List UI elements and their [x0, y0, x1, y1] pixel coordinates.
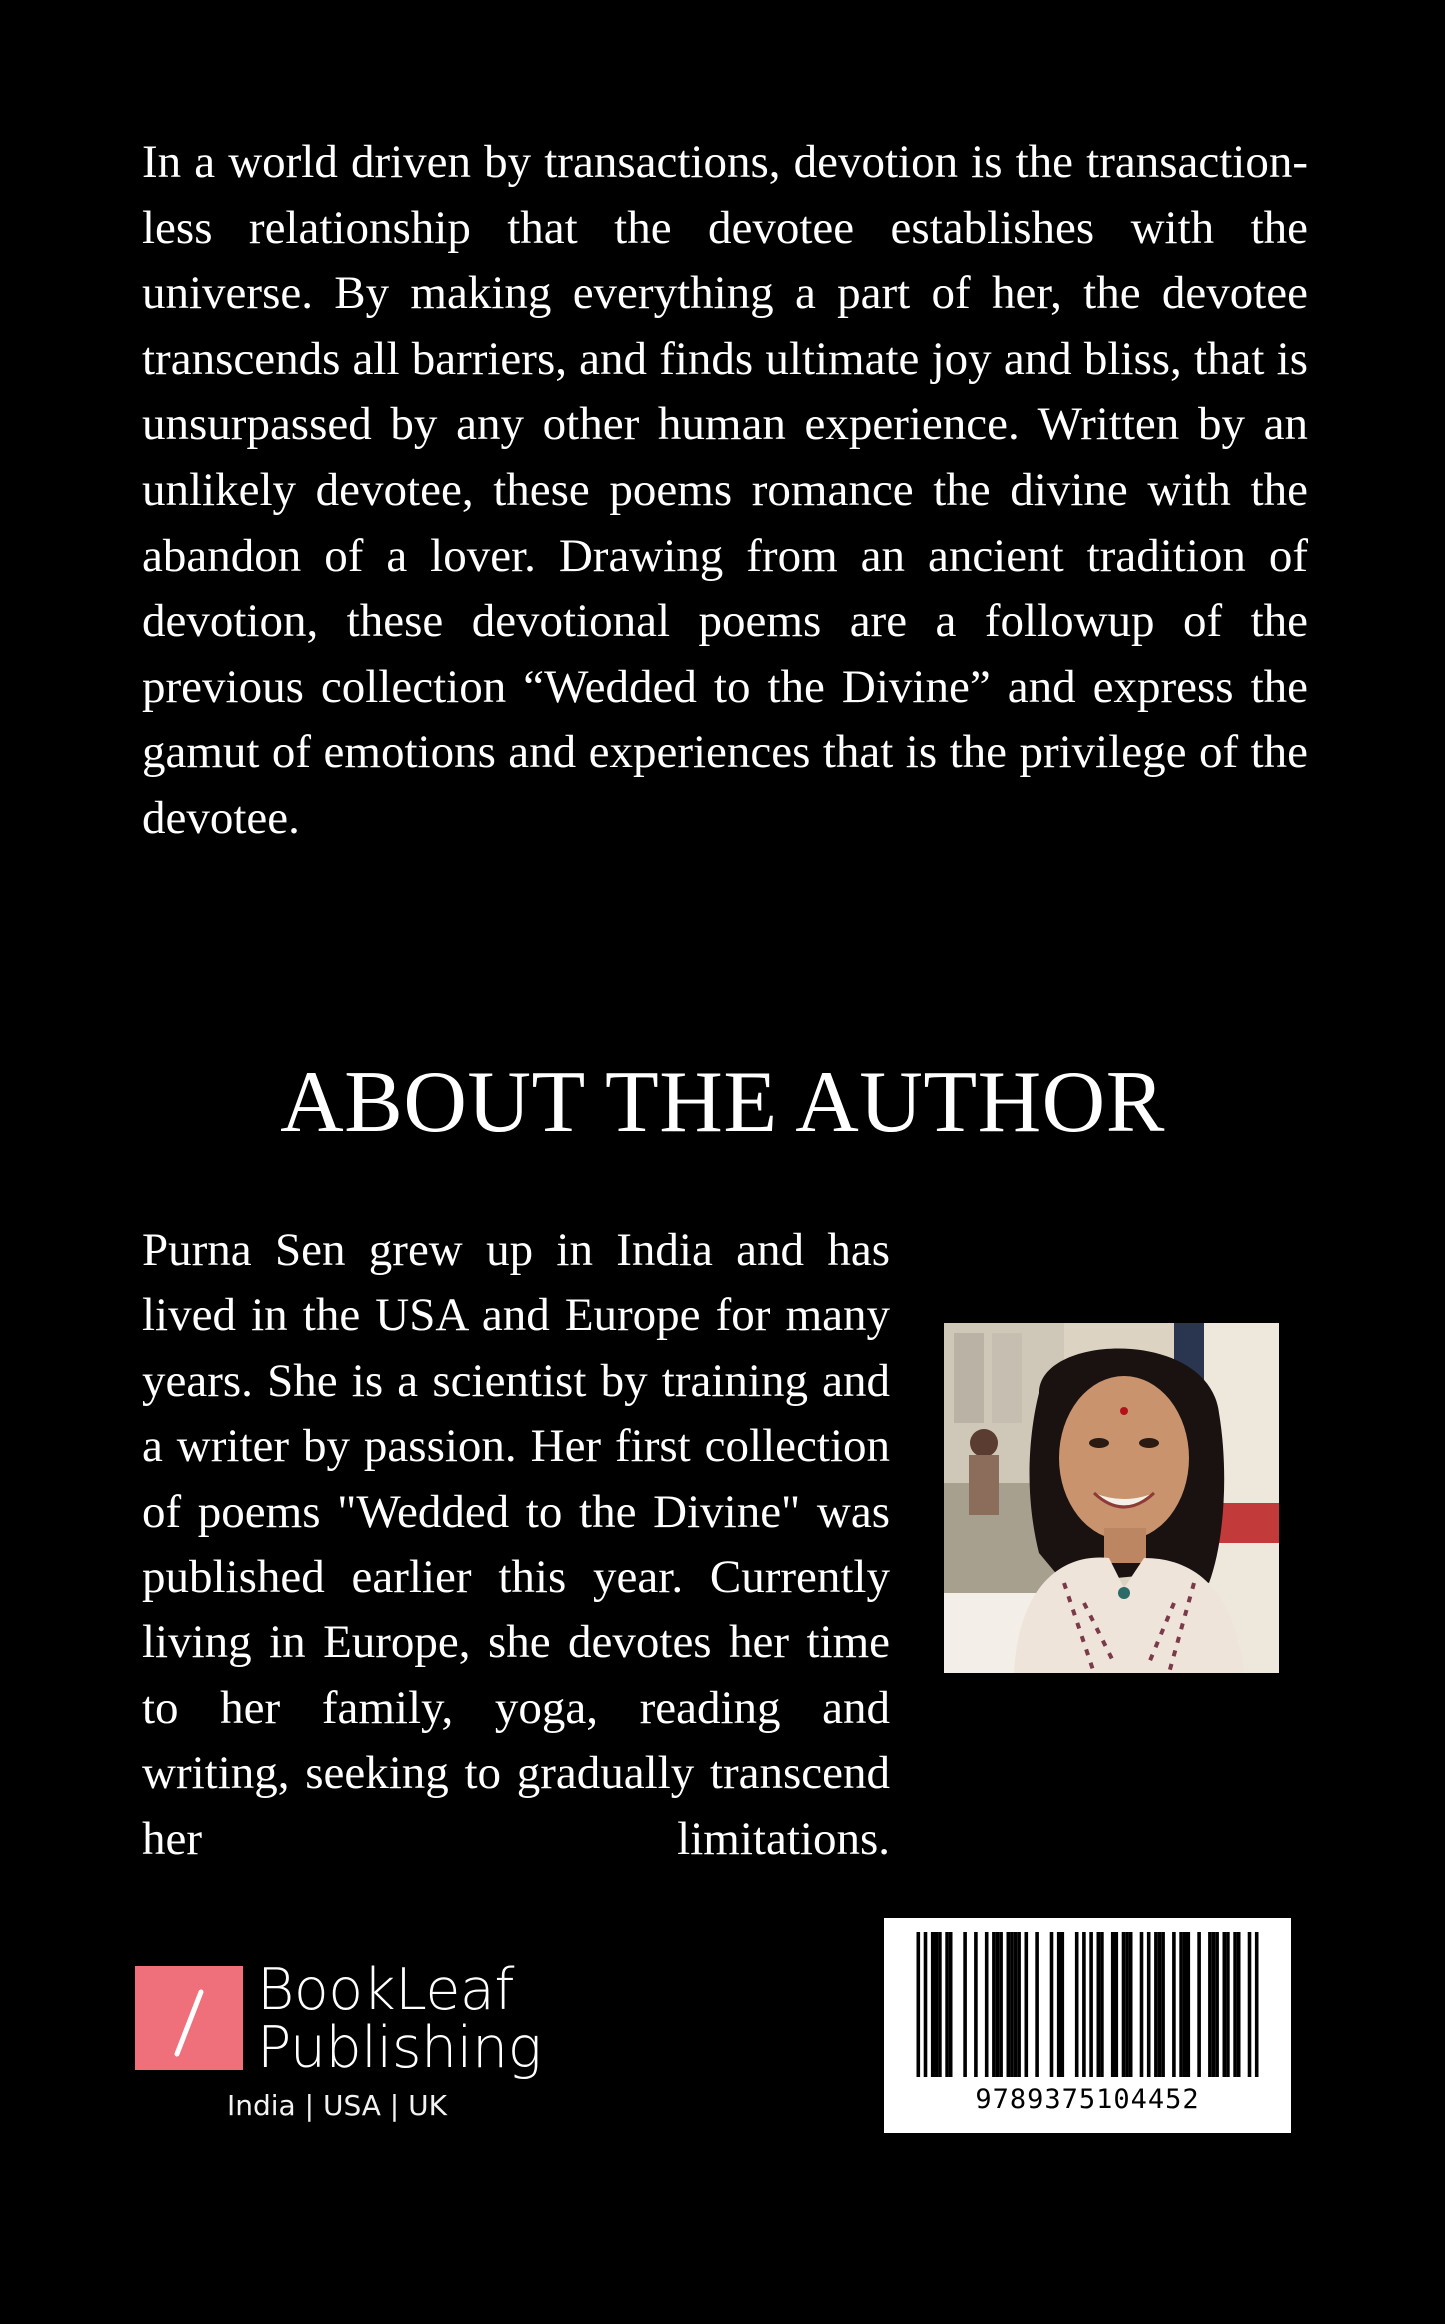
- barcode-bar: [931, 1932, 935, 2077]
- barcode-bar: [1187, 1932, 1191, 2077]
- publisher-logo-mark: [135, 1966, 243, 2070]
- barcode-bar: [1129, 1932, 1133, 2077]
- barcode-bar: [924, 1932, 928, 2077]
- isbn-barcode: [884, 1918, 1291, 2133]
- barcode-bar: [1223, 1932, 1227, 2077]
- author-photo: [944, 1323, 1279, 1673]
- barcode-bar: [1161, 1932, 1165, 2077]
- barcode-bar: [1122, 1932, 1126, 2077]
- barcode-bar: [1172, 1932, 1176, 2077]
- barcode-bar: [917, 1932, 921, 2077]
- barcode-bar: [1050, 1932, 1054, 2077]
- barcode-bar: [963, 1932, 967, 2077]
- barcode-bar: [985, 1932, 989, 2077]
- barcode-bar: [1212, 1932, 1216, 2077]
- barcode-bar: [1154, 1932, 1158, 2077]
- barcode-bar: [1014, 1932, 1018, 2077]
- barcode-bar: [1082, 1932, 1086, 2077]
- barcode-bar: [1061, 1932, 1065, 2077]
- barcode-bars: [884, 1918, 1291, 2083]
- barcode-bar: [945, 1932, 949, 2077]
- barcode-bar: [1057, 1932, 1061, 2077]
- about-author-heading: ABOUT THE AUTHOR: [280, 1054, 1165, 1151]
- barcode-bar: [974, 1932, 978, 2077]
- barcode-bar: [1183, 1932, 1187, 2077]
- barcode-bar: [949, 1932, 953, 2077]
- barcode-bar: [1007, 1932, 1011, 2077]
- publisher-regions: India | USA | UK: [227, 2089, 447, 2122]
- barcode-bar: [996, 1932, 1000, 2077]
- barcode-bar: [1035, 1932, 1039, 2077]
- barcode-bar: [1097, 1932, 1101, 2077]
- barcode-bar: [992, 1932, 996, 2077]
- barcode-bar: [1208, 1932, 1212, 2077]
- isbn-number: 9789375104452: [975, 2084, 1200, 2115]
- barcode-bar: [1197, 1932, 1201, 2077]
- barcode-bar: [1215, 1932, 1219, 2077]
- barcode-bar: [935, 1932, 939, 2077]
- barcode-bar: [1147, 1932, 1151, 2077]
- barcode-bar: [1140, 1932, 1144, 2077]
- barcode-bar: [999, 1932, 1003, 2077]
- barcode-bar: [1017, 1932, 1021, 2077]
- barcode-bar: [1010, 1932, 1014, 2077]
- barcode-bar: [1226, 1932, 1230, 2077]
- author-bio: Purna Sen grew up in India and has lived in the USA and Europe for many years. She is a scientist by training and a writer by passion. Her first collection of poems "Wedded to the Divine" was published earlier this year. Currently living in Europe, she devotes her time to her family, yoga, reading and writing, seeking to gradually transcend her limitations.: [142, 1224, 890, 1865]
- barcode-bar: [1255, 1932, 1259, 2077]
- book-blurb: In a world driven by transactions, devotion is the transaction-less relationship that the devotee establishes with the universe. By making everything a part of her, the devotee transcends all barriers, and finds ultimate joy and bliss, that is unsurpassed by any other human experience. Written by an unlikely devotee, these poems romance the divine with the abandon of a lover. Drawing from an ancient tradition of devotion, these devotional poems are a followup of the previous collection “Wedded to the Divine” and express the gamut of emotions and experiences that is the privilege of the devotee.: [142, 136, 1308, 844]
- publisher-name-line2: Publishing: [257, 2015, 542, 2081]
- publisher-name-line1: BookLeaf: [257, 1957, 514, 2023]
- slash-icon: [169, 1988, 209, 2058]
- barcode-bar: [1179, 1932, 1183, 2077]
- barcode-bar: [1248, 1932, 1252, 2077]
- barcode-bar: [938, 1932, 942, 2077]
- barcode-bar: [1237, 1932, 1241, 2077]
- barcode-bar: [1075, 1932, 1079, 2077]
- barcode-bar: [1100, 1932, 1104, 2077]
- barcode-bar: [1111, 1932, 1115, 2077]
- barcode-bar: [1158, 1932, 1162, 2077]
- barcode-bar: [1025, 1932, 1029, 2077]
- barcode-bar: [1233, 1932, 1237, 2077]
- barcode-bar: [1089, 1932, 1093, 2077]
- barcode-bar: [1115, 1932, 1119, 2077]
- barcode-bar: [1125, 1932, 1129, 2077]
